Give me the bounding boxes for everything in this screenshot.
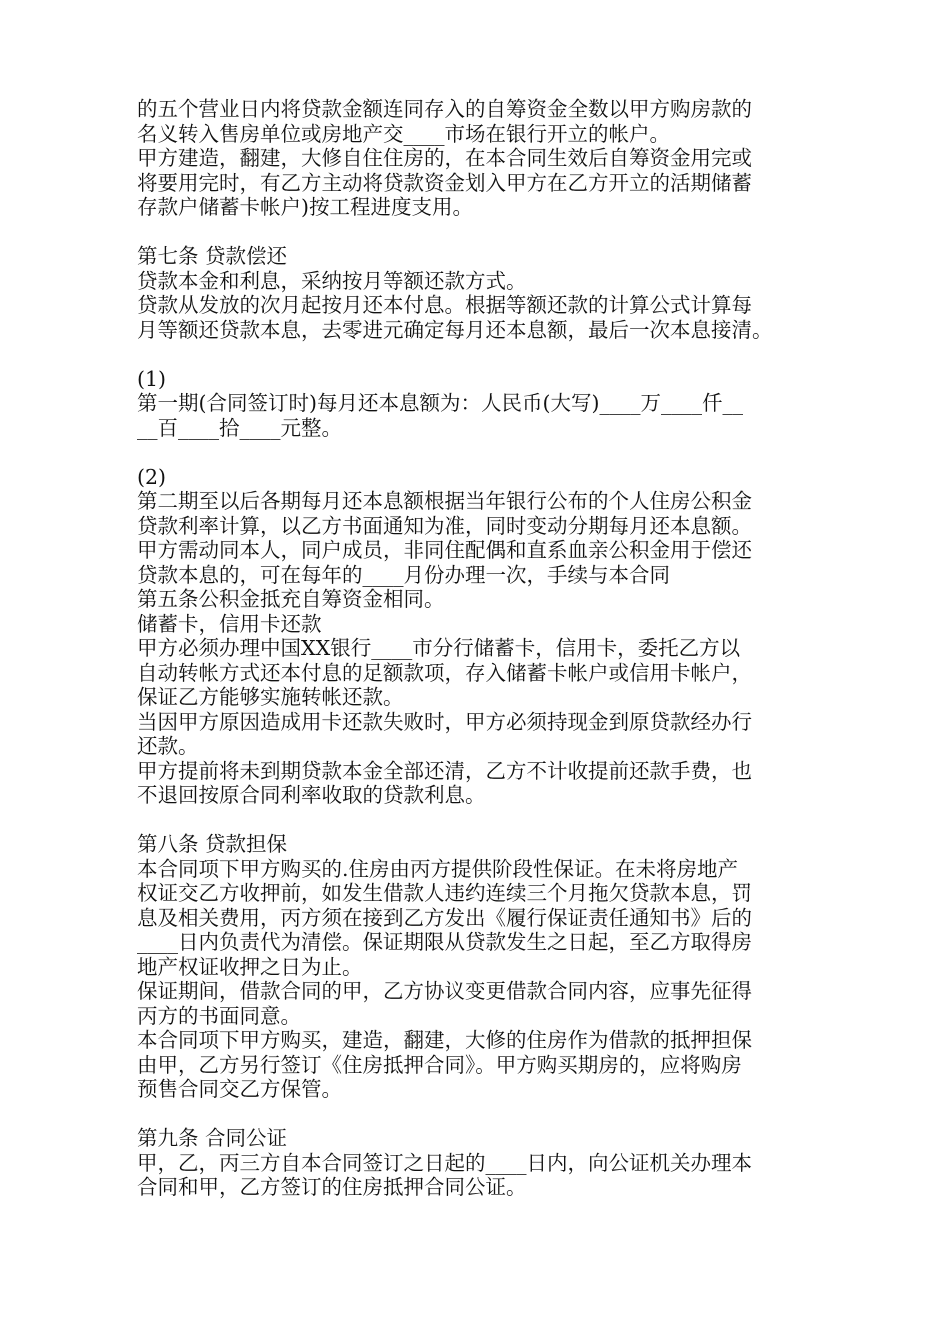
paragraph-gap — [137, 808, 827, 833]
text-line: 第五条公积金抵充自筹资金相同。 — [137, 587, 445, 611]
text-line: 丙方的书面同意。 — [137, 1003, 301, 1028]
text-line: 地产权证收押之日为止。 — [137, 954, 363, 979]
text-line: 甲方需动同本人，同户成员，非同住配偶和直系血亲公积金用于偿还 — [137, 538, 752, 562]
text-line: 名义转入售房单位或房地产交____市场在银行开立的帐户。 — [137, 121, 670, 146]
text-line: ____日内负责代为清偿。保证期限从贷款发生之日起，至乙方取得房 — [137, 930, 752, 954]
text-line: __百____拾____元整。 — [137, 415, 342, 440]
text-line: 第二期至以后各期每月还本息额根据当年银行公布的个人住房公积金 — [137, 489, 752, 513]
text-line: 当因甲方原因造成用卡还款失败时，甲方必须持现金到原贷款经办行 — [137, 709, 752, 734]
paragraph-gap — [137, 1102, 827, 1127]
item-number: (1) — [137, 366, 167, 391]
document-body — [137, 97, 827, 1200]
text-line: 权证交乙方收押前，如发生借款人违约连续三个月拖欠贷款本息，罚 — [137, 881, 752, 905]
text-line: 息及相关费用，丙方须在接到乙方发出《履行保证责任通知书》后的 — [137, 905, 752, 930]
text-line: 保证期间，借款合同的甲，乙方协议变更借款合同内容，应事先征得 — [137, 979, 752, 1003]
section-heading: 第九条 合同公证 — [137, 1126, 288, 1150]
text-line: 第一期(合同签订时)每月还本息额为：人民币(大写)____万____仟__ — [137, 391, 743, 415]
paragraph-gap — [137, 220, 827, 245]
paragraph-gap — [137, 440, 827, 465]
text-line: 由甲，乙方另行签订《住房抵押合同》。甲方购买期房的，应将购房 — [137, 1052, 742, 1077]
text-line: 甲方必须办理中国XX银行____市分行储蓄卡，信用卡，委托乙方以 — [137, 636, 741, 660]
section-heading: 第八条 贷款担保 — [137, 832, 288, 856]
text-line: 本合同项下甲方购买的.住房由丙方提供阶段性保证。在未将房地产 — [137, 856, 739, 881]
text-line: 甲，乙，丙三方自本合同签订之日起的____日内，向公证机关办理本 — [137, 1150, 752, 1175]
text-line: 贷款本金和利息，采纳按月等额还款方式。 — [137, 268, 527, 293]
text-line: 的五个营业日内将贷款金额连同存入的自筹资金全数以甲方购房款的 — [137, 97, 752, 121]
text-line: 月等额还贷款本息，去零进元确定每月还本息额，最后一次本息接清。 — [137, 317, 773, 342]
text-line: 将要用完时，有乙方主动将贷款资金划入甲方在乙方开立的活期储蓄 — [137, 170, 752, 195]
text-line: 贷款利率计算，以乙方书面通知为准，同时变动分期每月还本息额。 — [137, 513, 752, 538]
paragraph-gap — [137, 342, 827, 367]
text-line: 甲方提前将未到期贷款本金全部还清，乙方不计收提前还款手费，也 — [137, 758, 752, 783]
item-number: (2) — [137, 464, 167, 489]
text-line: 存款户储蓄卡帐户)按工程进度支用。 — [137, 195, 473, 219]
section-heading: 第七条 贷款偿还 — [137, 244, 288, 268]
text-line: 保证乙方能够实施转帐还款。 — [137, 685, 404, 709]
text-line: 本合同项下甲方购买，建造，翻建，大修的住房作为借款的抵押担保 — [137, 1028, 752, 1052]
text-line: 甲方建造，翻建，大修自住住房的，在本合同生效后自筹资金用完或 — [137, 146, 752, 170]
text-line: 储蓄卡，信用卡还款 — [137, 611, 322, 636]
text-line: 合同和甲，乙方签订的住房抵押合同公证。 — [137, 1175, 527, 1199]
text-line: 贷款本息的，可在每年的____月份办理一次，手续与本合同 — [137, 562, 670, 587]
text-line: 预售合同交乙方保管。 — [137, 1077, 342, 1101]
text-line: 不退回按原合同利率收取的贷款利息。 — [137, 783, 486, 807]
text-line: 自动转帐方式还本付息的足额款项，存入储蓄卡帐户或信用卡帐户， — [137, 660, 752, 685]
text-line: 贷款从发放的次月起按月还本付息。根据等额还款的计算公式计算每 — [137, 293, 752, 317]
text-line: 还款。 — [137, 734, 199, 758]
